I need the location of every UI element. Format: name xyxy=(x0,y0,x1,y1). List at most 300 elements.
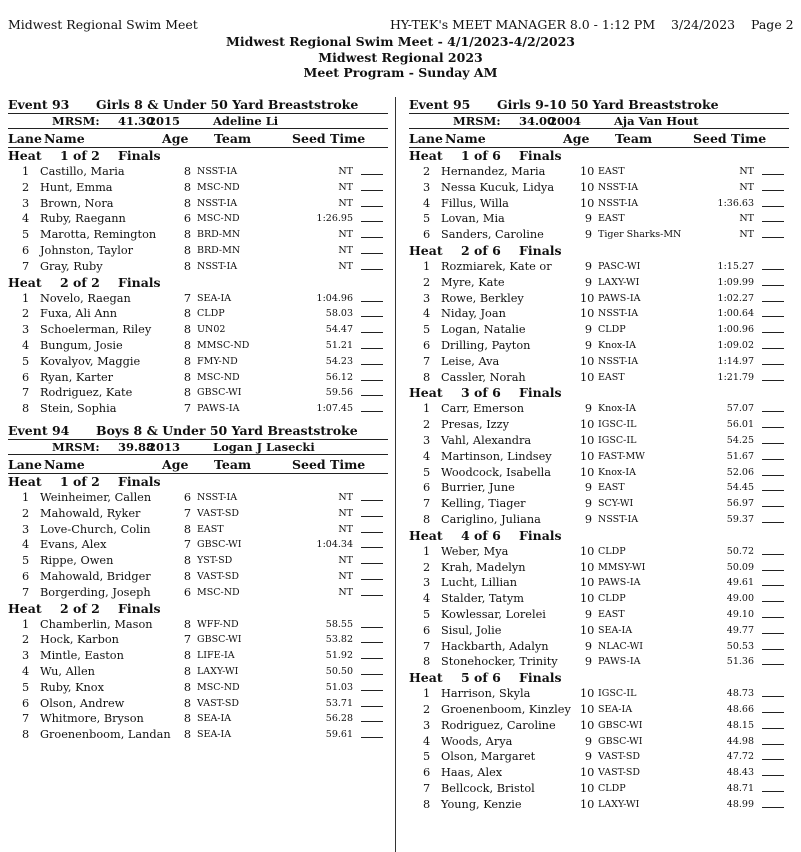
heat-number: 1 of 2 xyxy=(60,473,100,489)
heat-header xyxy=(409,148,789,164)
team-code: GBSC-WI xyxy=(598,735,643,747)
heat-number: 1 of 2 xyxy=(60,148,100,163)
entry-row xyxy=(409,275,789,291)
finals-label: Finals xyxy=(118,473,161,489)
result-blank-line xyxy=(762,781,784,792)
seed-time: 51.21 xyxy=(325,339,353,351)
team-code: PAWS-IA xyxy=(598,292,641,304)
swimmer-name: Logan, Natalie xyxy=(441,323,526,337)
team-code: NLAC-WI xyxy=(598,640,643,652)
team-code: MMSC-ND xyxy=(197,339,250,351)
swimmer-age: 8 xyxy=(183,680,191,694)
swimmer-age: 7 xyxy=(183,402,191,416)
team-code: Tiger Sharks-MN xyxy=(598,229,682,241)
name-header: Name xyxy=(445,131,486,146)
swimmer-age: 8 xyxy=(183,649,191,663)
swimmer-name: Drilling, Payton xyxy=(441,338,531,352)
seed-time: 1:14.97 xyxy=(717,355,754,367)
result-blank-line xyxy=(361,537,383,548)
seed-time: NT xyxy=(739,229,754,241)
seed-time: 1:00.96 xyxy=(717,324,754,336)
entry-row xyxy=(409,227,789,243)
swimmer-name: Olson, Margaret xyxy=(441,750,536,764)
lane-number: 4 xyxy=(22,338,30,352)
result-blank-line xyxy=(762,196,784,207)
swimmer-age: 8 xyxy=(183,354,191,368)
result-blank-line xyxy=(762,639,784,650)
entry-row xyxy=(409,322,789,338)
team-header: Team xyxy=(214,456,252,472)
swimmer-name: Mahowald, Bridger xyxy=(40,569,151,583)
entry-row xyxy=(409,718,789,734)
heat-label: Heat xyxy=(409,385,443,401)
team-code: IGSC-IL xyxy=(598,419,637,431)
lane-number: 8 xyxy=(423,797,431,811)
team-code: EAST xyxy=(598,166,625,177)
seed-time: NT xyxy=(338,260,353,272)
swimmer-age: 8 xyxy=(183,338,191,352)
seed-time: 49.10 xyxy=(726,608,754,620)
lane-number: 4 xyxy=(423,307,431,321)
entry-row xyxy=(409,180,789,196)
lane-number: 4 xyxy=(423,449,431,463)
result-blank-line xyxy=(361,370,383,381)
swimmer-name: Myre, Kate xyxy=(441,275,505,289)
lane-number: 3 xyxy=(423,291,431,305)
lane-number: 6 xyxy=(423,338,431,352)
seed-time: 1:21.79 xyxy=(717,371,754,383)
team-code: NSST-IA xyxy=(598,513,639,525)
swimmer-age: 9 xyxy=(584,323,592,337)
lane-number: 7 xyxy=(22,386,30,400)
seed-time: 48.15 xyxy=(726,719,754,731)
lane-number: 2 xyxy=(22,506,30,520)
entry-row xyxy=(409,196,789,212)
entry-row xyxy=(409,749,789,765)
result-blank-line xyxy=(361,696,383,707)
seed-time: NT xyxy=(338,491,353,503)
finals-label: Finals xyxy=(519,385,562,401)
entry-row xyxy=(409,417,789,433)
swimmer-age: 10 xyxy=(580,544,595,558)
seed-time: NT xyxy=(338,507,353,519)
meet-subtitle: Midwest Regional 2023 xyxy=(318,50,483,65)
name-header: Name xyxy=(44,456,85,472)
swimmer-age: 10 xyxy=(580,576,595,590)
seed-time: NT xyxy=(338,586,353,598)
seed-time: 50.09 xyxy=(726,561,754,573)
result-blank-line xyxy=(762,417,784,428)
lane-number: 3 xyxy=(423,180,431,194)
result-blank-line xyxy=(361,632,383,643)
seed-time: NT xyxy=(338,244,353,256)
meet-record-label: MRSM: xyxy=(453,114,501,128)
event-header xyxy=(8,423,388,440)
lane-number: 5 xyxy=(22,680,30,694)
lane-number: 3 xyxy=(22,196,30,210)
lane-number: 5 xyxy=(22,228,30,242)
finals-label: Finals xyxy=(118,274,161,290)
entry-row xyxy=(8,522,388,538)
result-blank-line xyxy=(762,338,784,349)
result-blank-line xyxy=(361,506,383,517)
swimmer-name: Stalder, Tatym xyxy=(441,592,524,606)
seed-time: 56.12 xyxy=(325,371,353,383)
swimmer-name: Gray, Ruby xyxy=(40,259,103,273)
swimmer-age: 7 xyxy=(183,633,191,647)
swimmer-name: Fuxa, Ali Ann xyxy=(40,307,118,321)
swimmer-name: Rowe, Berkley xyxy=(441,291,524,305)
result-blank-line xyxy=(361,196,383,207)
lane-number: 4 xyxy=(22,212,30,226)
team-code: VAST-SD xyxy=(598,767,641,779)
swimmer-age: 6 xyxy=(183,212,191,226)
team-code: EAST xyxy=(598,482,625,494)
team-code: CLDP xyxy=(598,593,626,605)
entry-row xyxy=(8,711,388,727)
result-blank-line xyxy=(361,680,383,691)
swimmer-age: 8 xyxy=(183,307,191,321)
entry-row xyxy=(409,480,789,496)
heat-number: 4 of 6 xyxy=(461,527,501,543)
lane-number: 2 xyxy=(423,560,431,574)
lane-number: 1 xyxy=(22,291,30,305)
entry-row xyxy=(409,560,789,576)
heat-label: Heat xyxy=(8,600,42,616)
lane-number: 2 xyxy=(423,275,431,289)
seed-time: 54.45 xyxy=(726,482,754,494)
team-code: FMY-ND xyxy=(197,355,238,367)
lane-number: 5 xyxy=(423,323,431,337)
seed-time: 1:36.63 xyxy=(717,197,754,209)
team-code: CLDP xyxy=(598,324,626,336)
swimmer-age: 8 xyxy=(183,728,191,742)
swimmer-name: Johnston, Taylor xyxy=(40,243,134,257)
team-code: LIFE-IA xyxy=(197,650,235,662)
entry-row xyxy=(8,354,388,370)
lane-number: 8 xyxy=(22,728,30,742)
team-code: SEA-IA xyxy=(598,703,633,715)
result-blank-line xyxy=(762,465,784,476)
meet-record-year: 2013 xyxy=(148,439,181,454)
event-number: Event 94 xyxy=(8,422,70,438)
team-code: LAXY-WI xyxy=(598,798,640,810)
seed-time: 49.00 xyxy=(726,593,754,605)
column-headers xyxy=(409,129,789,148)
result-blank-line xyxy=(762,259,784,270)
seed-time: 53.82 xyxy=(325,634,353,646)
seed-time-header: Seed Time xyxy=(693,131,767,146)
lane-number: 6 xyxy=(423,228,431,242)
result-blank-line xyxy=(762,370,784,381)
result-blank-line xyxy=(361,259,383,270)
swimmer-name: Carr, Emerson xyxy=(441,402,525,416)
entry-row xyxy=(8,385,388,401)
seed-time: 51.92 xyxy=(325,650,353,662)
seed-time: 50.50 xyxy=(325,665,353,677)
swimmer-age: 8 xyxy=(183,696,191,710)
program-title: Meet Program - Sunday AM xyxy=(303,65,498,80)
entry-row xyxy=(8,180,388,196)
meet-record-label: MRSM: xyxy=(52,439,100,454)
swimmer-name: Kowlessar, Lorelei xyxy=(441,607,546,621)
team-code: VAST-SD xyxy=(197,697,240,709)
entry-row xyxy=(409,575,789,591)
lane-number: 3 xyxy=(423,433,431,447)
seed-time: NT xyxy=(338,570,353,582)
team-code: MSC-ND xyxy=(197,586,240,598)
entry-row xyxy=(409,702,789,718)
column-headers xyxy=(8,455,388,474)
swimmer-name: Hunt, Emma xyxy=(40,180,113,194)
entry-row xyxy=(8,680,388,696)
swimmer-age: 9 xyxy=(584,655,592,669)
seed-time: NT xyxy=(338,197,353,209)
seed-time: 48.99 xyxy=(726,798,754,810)
result-blank-line xyxy=(361,211,383,222)
event-title: Girls 9-10 50 Yard Breaststroke xyxy=(497,97,719,112)
swimmer-age: 9 xyxy=(584,512,592,526)
age-header: Age xyxy=(162,131,189,146)
swimmer-age: 10 xyxy=(580,433,595,447)
swimmer-age: 10 xyxy=(580,766,595,780)
entry-row xyxy=(409,433,789,449)
swimmer-age: 10 xyxy=(580,781,595,795)
lane-number: 8 xyxy=(423,370,431,384)
heat-header xyxy=(8,148,388,164)
heat-label: Heat xyxy=(8,148,42,163)
result-blank-line xyxy=(762,291,784,302)
swimmer-age: 7 xyxy=(183,538,191,552)
lane-number: 8 xyxy=(423,655,431,669)
result-blank-line xyxy=(762,512,784,523)
swimmer-age: 8 xyxy=(183,569,191,583)
heat-number: 5 of 6 xyxy=(461,670,501,686)
swimmer-age: 8 xyxy=(183,554,191,568)
lane-number: 3 xyxy=(423,576,431,590)
result-blank-line xyxy=(361,227,383,238)
heat-label: Heat xyxy=(409,527,443,543)
result-blank-line xyxy=(361,522,383,533)
lane-number: 4 xyxy=(22,538,30,552)
swimmer-name: Nessa Kucuk, Lidya xyxy=(441,180,555,194)
heat-label: Heat xyxy=(409,242,443,258)
software-page-header: HY-TEK's MEET MANAGER 8.0 - 1:12 PM 3/24/2023 Page 2 xyxy=(390,17,794,32)
seed-time: 50.72 xyxy=(726,545,754,557)
team-code: SEA-IA xyxy=(197,292,232,304)
entry-row xyxy=(8,338,388,354)
seed-time: 51.36 xyxy=(726,656,754,668)
lane-number: 2 xyxy=(423,418,431,432)
entry-row xyxy=(409,291,789,307)
entry-row xyxy=(409,338,789,354)
result-blank-line xyxy=(762,180,784,191)
swimmer-age: 9 xyxy=(584,497,592,511)
lane-number: 5 xyxy=(423,750,431,764)
result-blank-line xyxy=(762,496,784,507)
swimmer-age: 8 xyxy=(183,664,191,678)
swimmer-name: Cassler, Norah xyxy=(441,370,526,384)
team-code: MSC-ND xyxy=(197,681,240,693)
lane-number: 4 xyxy=(423,592,431,606)
team-code: EAST xyxy=(197,523,224,535)
entry-row xyxy=(8,227,388,243)
heat-number: 2 of 6 xyxy=(461,242,501,258)
meet-title: Midwest Regional Swim Meet - 4/1/2023-4/2/2023 xyxy=(226,34,575,49)
swimmer-name: Weber, Mya xyxy=(441,544,509,558)
result-blank-line xyxy=(361,338,383,349)
team-code: PAWS-IA xyxy=(197,403,240,415)
swimmer-age: 9 xyxy=(584,402,592,416)
right-column xyxy=(409,97,789,818)
swimmer-name: Leise, Ava xyxy=(441,354,500,368)
meet-record-year: 2015 xyxy=(148,114,181,128)
heat-header xyxy=(409,528,789,544)
swimmer-name: Ryan, Karter xyxy=(40,370,114,384)
entry-row xyxy=(8,537,388,553)
team-code: SCY-WI xyxy=(598,498,634,510)
meet-record-row xyxy=(8,114,388,129)
result-blank-line xyxy=(762,797,784,808)
heat-label: Heat xyxy=(8,473,42,489)
result-blank-line xyxy=(361,322,383,333)
result-blank-line xyxy=(762,607,784,618)
swimmer-name: Groenenboom, Kinzley xyxy=(441,702,571,716)
lane-number: 8 xyxy=(423,512,431,526)
result-blank-line xyxy=(762,702,784,713)
seed-time: 58.03 xyxy=(325,308,353,320)
event-header xyxy=(409,97,789,114)
swimmer-age: 8 xyxy=(183,259,191,273)
swimmer-age: 8 xyxy=(183,617,191,631)
seed-time: NT xyxy=(338,181,353,193)
swimmer-name: Sisul, Jolie xyxy=(441,623,502,637)
swimmer-age: 10 xyxy=(580,180,595,194)
team-code: GBSC-WI xyxy=(197,387,242,399)
swimmer-age: 10 xyxy=(580,687,595,701)
seed-time: 56.28 xyxy=(325,713,353,725)
swimmer-age: 7 xyxy=(183,291,191,305)
swimmer-age: 10 xyxy=(580,291,595,305)
swimmer-name: Woodcock, Isabella xyxy=(441,465,552,479)
entry-row xyxy=(409,623,789,639)
entry-row xyxy=(8,664,388,680)
swimmer-age: 10 xyxy=(580,718,595,732)
team-code: NSST-IA xyxy=(598,355,639,367)
seed-time: 1:07.45 xyxy=(316,403,353,415)
swimmer-name: Hernandez, Maria xyxy=(441,165,546,178)
result-blank-line xyxy=(762,275,784,286)
team-code: NSST-IA xyxy=(598,308,639,320)
result-blank-line xyxy=(762,591,784,602)
entry-row xyxy=(409,544,789,560)
result-blank-line xyxy=(361,648,383,659)
swimmer-name: Borgerding, Joseph xyxy=(40,585,151,599)
lane-number: 1 xyxy=(22,165,30,178)
seed-time: 50.53 xyxy=(726,640,754,652)
lane-number: 6 xyxy=(423,623,431,637)
team-code: GBSC-WI xyxy=(197,634,242,646)
lane-number: 6 xyxy=(423,481,431,495)
seed-time: 52.06 xyxy=(726,466,754,478)
seed-time: 1:04.96 xyxy=(316,292,353,304)
swimmer-name: Burrier, June xyxy=(441,481,515,495)
entry-row xyxy=(8,696,388,712)
swimmer-name: Hock, Karbon xyxy=(40,633,119,647)
heat-header xyxy=(8,474,388,490)
entry-row xyxy=(8,211,388,227)
entry-row xyxy=(409,449,789,465)
result-blank-line xyxy=(762,480,784,491)
heat-header xyxy=(8,275,388,291)
result-blank-line xyxy=(361,569,383,580)
result-blank-line xyxy=(361,585,383,596)
seed-time: NT xyxy=(739,181,754,193)
team-code: BRD-MN xyxy=(197,229,241,241)
lane-number: 2 xyxy=(423,702,431,716)
entry-row xyxy=(8,727,388,743)
team-code: NSST-IA xyxy=(197,260,238,272)
swimmer-age: 9 xyxy=(584,228,592,242)
left-column xyxy=(8,97,388,749)
seed-time: 1:04.34 xyxy=(316,539,353,551)
swimmer-name: Bungum, Josie xyxy=(40,338,123,352)
team-code: SEA-IA xyxy=(197,729,232,741)
swimmer-age: 10 xyxy=(580,196,595,210)
heat-header xyxy=(8,601,388,617)
seed-time: 59.56 xyxy=(325,387,353,399)
swimmer-name: Vahl, Alexandra xyxy=(441,433,532,447)
team-code: WFF-ND xyxy=(197,618,239,630)
team-code: EAST xyxy=(598,371,625,383)
lane-number: 5 xyxy=(423,607,431,621)
result-blank-line xyxy=(361,243,383,254)
age-header: Age xyxy=(563,131,590,146)
swimmer-age: 9 xyxy=(584,607,592,621)
finals-label: Finals xyxy=(519,670,562,686)
swimmer-name: Kelling, Tiager xyxy=(441,497,526,511)
entry-row xyxy=(8,585,388,601)
team-code: NSST-IA xyxy=(197,491,238,503)
swimmer-name: Lovan, Mia xyxy=(441,212,505,226)
finals-label: Finals xyxy=(519,242,562,258)
seed-time: 48.71 xyxy=(726,782,754,794)
entry-row xyxy=(409,306,789,322)
entry-row xyxy=(409,370,789,386)
team-header: Team xyxy=(615,131,653,146)
entry-row xyxy=(409,512,789,528)
entry-row xyxy=(409,607,789,623)
team-code: SEA-IA xyxy=(598,624,633,636)
entry-row xyxy=(409,211,789,227)
result-blank-line xyxy=(762,306,784,317)
entry-row xyxy=(409,781,789,797)
swimmer-name: Mintle, Easton xyxy=(40,649,124,663)
swimmer-age: 8 xyxy=(183,196,191,210)
swimmer-name: Whitmore, Bryson xyxy=(40,712,144,726)
team-code: Knox-IA xyxy=(598,403,636,415)
lane-number: 1 xyxy=(423,402,431,416)
result-blank-line xyxy=(762,227,784,238)
entry-row xyxy=(409,465,789,481)
swimmer-name: Harrison, Skyla xyxy=(441,687,531,701)
result-blank-line xyxy=(762,401,784,412)
swimmer-name: Cariglino, Juliana xyxy=(441,512,541,526)
heat-header xyxy=(409,385,789,401)
seed-time: 51.03 xyxy=(325,681,353,693)
result-blank-line xyxy=(762,433,784,444)
seed-time: 1:09.99 xyxy=(717,276,754,288)
